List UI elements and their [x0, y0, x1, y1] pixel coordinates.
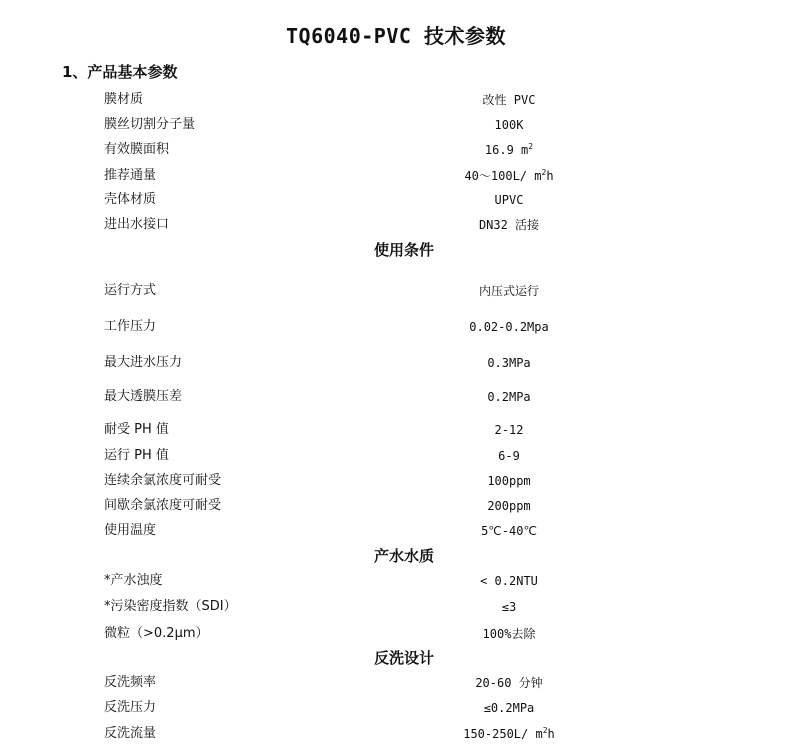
- page-title: TQ6040-PVC 技术参数: [286, 24, 506, 48]
- param-label: *产水浊度: [104, 573, 163, 588]
- table-row: [0, 214, 792, 236]
- param-label: *污染密度指数（SDI）: [104, 599, 237, 614]
- param-label: 微粒（>0.2μm）: [104, 626, 209, 641]
- param-value: DN32 活接: [478, 218, 540, 232]
- param-label: 使用温度: [104, 523, 157, 538]
- param-value: [379, 139, 639, 161]
- param-label: 最大进水压力: [104, 355, 183, 370]
- table-row: [0, 495, 792, 517]
- param-label: 间歇余氯浓度可耐受: [104, 498, 222, 513]
- table-row: [0, 89, 792, 111]
- param-value: 0.3MPa: [487, 356, 531, 370]
- param-label: 耐受 PH 值: [104, 422, 169, 437]
- table-row: [0, 280, 792, 302]
- param-label: 反洗频率: [104, 675, 157, 690]
- param-label: 连续余氯浓度可耐受: [104, 473, 222, 488]
- table-row: [0, 723, 792, 745]
- value-superscript: 2: [542, 726, 548, 735]
- param-value: 100K: [494, 118, 524, 132]
- value-superscript: 2: [541, 168, 547, 177]
- table-row: [0, 189, 792, 211]
- param-value: 内压式运行: [478, 284, 539, 298]
- section-heading-usage: 使用条件: [373, 241, 434, 259]
- param-value: 200ppm: [487, 499, 531, 513]
- table-row: [0, 672, 792, 694]
- param-value: ≤3: [501, 600, 517, 614]
- param-label: 进出水接口: [104, 217, 170, 232]
- table-row: [0, 352, 792, 374]
- param-value: UPVC: [494, 193, 524, 207]
- param-value: [379, 165, 639, 187]
- table-row: [0, 445, 792, 467]
- table-row: [0, 470, 792, 492]
- table-row: [0, 596, 792, 618]
- table-row: [0, 316, 792, 338]
- param-label: 反洗流量: [104, 726, 157, 741]
- param-value: < 0.2NTU: [480, 574, 538, 588]
- param-label: 膜丝切割分子量: [104, 117, 196, 132]
- table-row: [0, 570, 792, 592]
- param-value: 20-60 分钟: [475, 676, 543, 690]
- value-main: 40～100L/ m: [464, 169, 542, 183]
- param-value: [379, 723, 639, 745]
- param-label: 运行 PH 值: [104, 448, 169, 463]
- table-row: [0, 114, 792, 136]
- param-value: 改性 PVC: [482, 93, 536, 107]
- param-label: 有效膜面积: [104, 142, 170, 157]
- table-row: [0, 520, 792, 542]
- param-label: 膜材质: [104, 92, 144, 107]
- param-label: 反洗压力: [104, 700, 157, 715]
- value-main: 150-250L/ m: [463, 727, 543, 741]
- param-value: 100ppm: [487, 474, 531, 488]
- param-label: 推荐通量: [104, 168, 157, 183]
- param-value: 2-12: [494, 423, 524, 437]
- param-value: 6-9: [498, 449, 520, 463]
- table-row: [0, 697, 792, 719]
- table-row: [0, 386, 792, 408]
- value-tail: h: [547, 727, 555, 741]
- param-label: 壳体材质: [104, 192, 157, 207]
- value-main: 16.9 m: [484, 143, 529, 157]
- value-superscript: 2: [528, 142, 534, 151]
- param-label: 运行方式: [104, 283, 157, 298]
- param-value: 5℃-40℃: [481, 524, 537, 538]
- param-value: ≤0.2MPa: [483, 701, 535, 715]
- section-heading-backwash: 反洗设计: [373, 649, 434, 667]
- param-label: 工作压力: [104, 319, 157, 334]
- param-label: 最大透膜压差: [104, 389, 183, 404]
- param-value: 0.02-0.2Mpa: [469, 320, 549, 334]
- param-value: 100%去除: [482, 627, 536, 641]
- table-row: [0, 623, 792, 645]
- value-tail: h: [546, 169, 554, 183]
- section-heading-basic: 1、产品基本参数: [62, 63, 178, 81]
- table-row: [0, 419, 792, 441]
- table-row: [0, 165, 792, 187]
- section-heading-quality: 产水水质: [373, 547, 434, 565]
- table-row: [0, 139, 792, 161]
- param-value: 0.2MPa: [487, 390, 531, 404]
